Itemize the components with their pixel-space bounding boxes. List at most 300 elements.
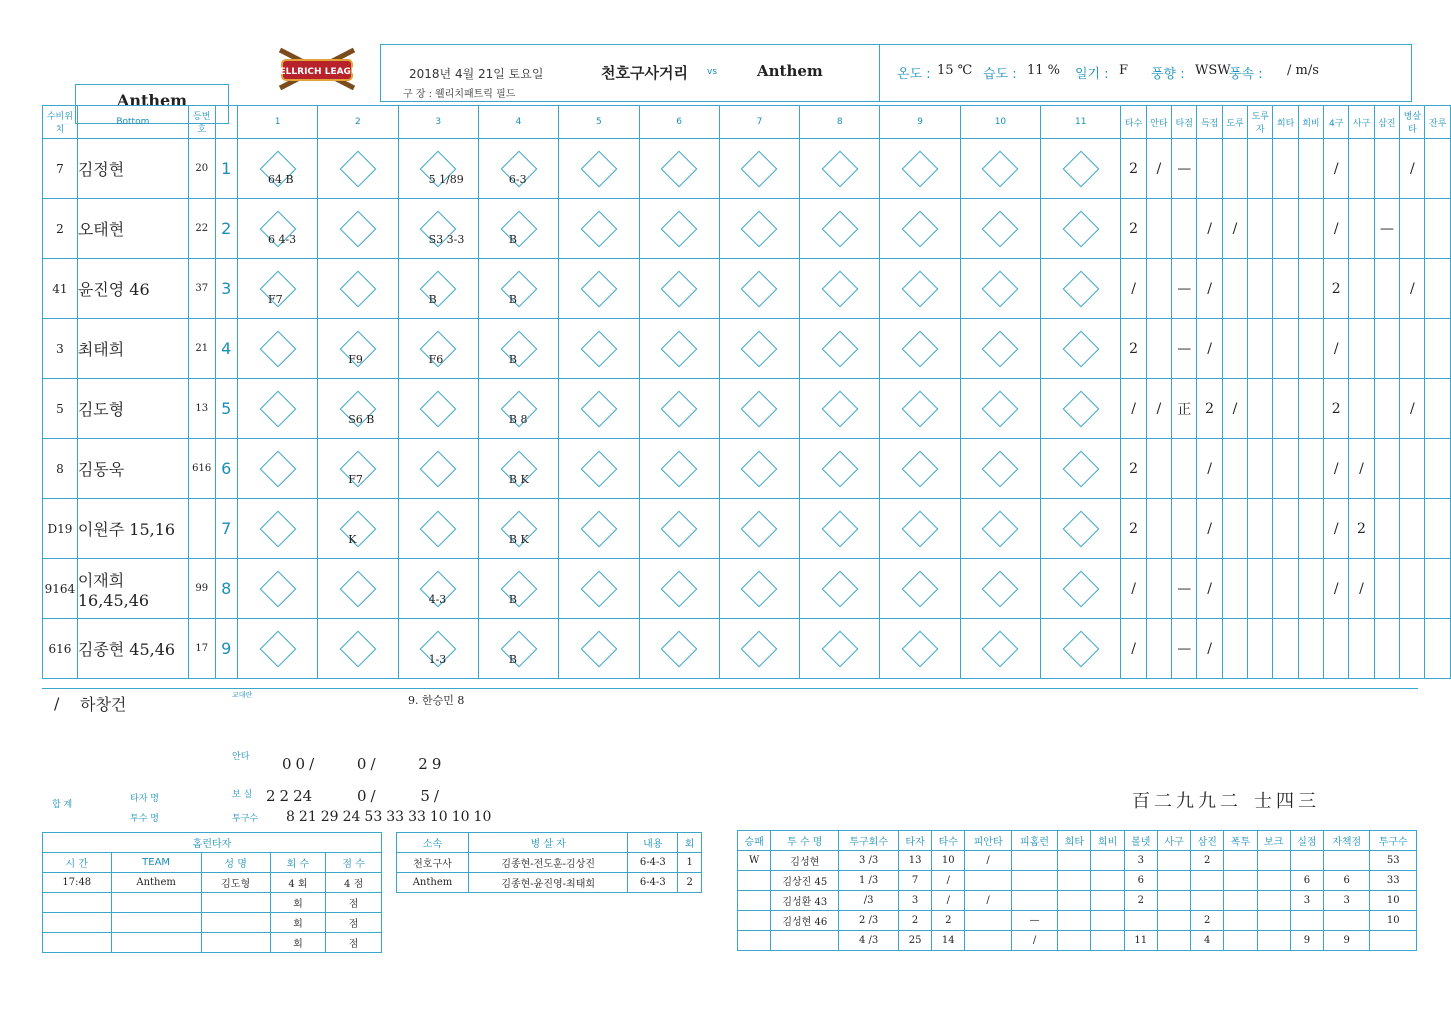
base-diamond	[902, 510, 939, 547]
at-bat-cell	[237, 559, 317, 619]
total-value: 二	[1220, 791, 1238, 812]
table-row	[43, 893, 382, 913]
table-cell	[1058, 891, 1091, 911]
table-cell: 김종현-윤진영-최태희	[468, 873, 627, 893]
stat-cell: /	[1197, 439, 1222, 499]
at-bat-cell	[880, 379, 960, 439]
table-row	[738, 851, 1417, 871]
at-bat-cell	[478, 439, 558, 499]
table-cell: 13	[898, 851, 931, 871]
batter-number: 17	[188, 619, 215, 679]
total-value: 29	[320, 809, 339, 825]
table-cell: 김종현-전도훈-김상진	[468, 853, 627, 873]
at-bat-cell	[478, 619, 558, 679]
at-bat-cell	[719, 619, 799, 679]
stat-cell: /	[1121, 379, 1146, 439]
batter-label: 타자 명	[130, 794, 159, 804]
wind-dir-label: 풍향 :	[1151, 67, 1185, 82]
batter-name: 오태현	[77, 199, 188, 259]
game-header	[380, 44, 1412, 102]
total-value: 33	[386, 809, 405, 825]
base-diamond	[741, 630, 778, 667]
stat-cell	[1222, 439, 1247, 499]
at-bat-result: K	[348, 533, 357, 546]
at-bat-cell	[478, 379, 558, 439]
stat-cell	[1273, 619, 1298, 679]
stat-cell: /	[1146, 139, 1171, 199]
base-diamond	[982, 570, 1019, 607]
at-bat-cell	[559, 319, 639, 379]
stat-cell: /	[1197, 319, 1222, 379]
at-bat-cell	[880, 319, 960, 379]
base-diamond	[500, 210, 537, 247]
table-cell	[1257, 931, 1290, 951]
inning-header-3: 3	[398, 106, 478, 139]
stat-cell	[1273, 559, 1298, 619]
batting-order: 7	[215, 499, 237, 559]
batting-order: 9	[215, 619, 237, 679]
batter-number: 22	[188, 199, 215, 259]
stat-cell	[1172, 199, 1197, 259]
table-cell: 17:48	[43, 873, 112, 893]
table-cell: 3	[898, 891, 931, 911]
table-cell: 김도형	[201, 873, 270, 893]
stat-cell: 2	[1324, 379, 1349, 439]
stat-header: 병살타	[1400, 106, 1425, 139]
at-bat-cell	[478, 499, 558, 559]
stat-header: 도루자	[1248, 106, 1273, 139]
at-bat-cell	[478, 259, 558, 319]
at-bat-cell	[880, 439, 960, 499]
base-diamond	[580, 270, 617, 307]
table-cell: 1 /3	[839, 871, 899, 891]
batting-order: 1	[215, 139, 237, 199]
at-bat-cell	[237, 619, 317, 679]
table-cell: 김성현 46	[771, 911, 839, 931]
table-cell	[1324, 851, 1370, 871]
at-bat-cell	[398, 499, 478, 559]
base-diamond	[1062, 390, 1099, 427]
table-cell	[1191, 891, 1224, 911]
table-cell	[1091, 851, 1124, 871]
at-bat-cell	[478, 559, 558, 619]
pitcher-label: 투수 명	[130, 814, 159, 824]
at-bat-result: S6 B	[348, 413, 375, 426]
table-row	[738, 891, 1417, 911]
table-cell: 10	[932, 851, 965, 871]
table-cell	[1224, 911, 1257, 931]
at-bat-cell	[318, 499, 398, 559]
stat-cell	[1400, 499, 1425, 559]
at-bat-cell	[318, 619, 398, 679]
stat-cell	[1349, 379, 1374, 439]
table-header: 투구회수	[839, 831, 899, 851]
base-diamond	[1062, 330, 1099, 367]
table-cell: 회	[270, 933, 326, 953]
table-header: 투구수	[1370, 831, 1417, 851]
table-cell: 6	[1124, 871, 1157, 891]
total-value: 2	[266, 787, 276, 805]
table-cell	[1058, 931, 1091, 951]
total-value: 百	[1132, 791, 1150, 812]
stat-cell	[1425, 139, 1451, 199]
batter-position: 41	[43, 259, 78, 319]
stat-cell: /	[1121, 619, 1146, 679]
table-cell: 9	[1290, 931, 1323, 951]
table-header: 희비	[1091, 831, 1124, 851]
stat-cell	[1146, 319, 1171, 379]
batter-position: 9164	[43, 559, 78, 619]
table-row	[397, 873, 702, 893]
batter-position: 8	[43, 439, 78, 499]
table-cell	[43, 893, 112, 913]
batter-number: 37	[188, 259, 215, 319]
stat-cell	[1400, 439, 1425, 499]
stat-cell	[1273, 379, 1298, 439]
at-bat-cell	[880, 559, 960, 619]
batter-name: 이재희 16,45,46	[77, 559, 188, 619]
stat-header: 잔루	[1425, 106, 1451, 139]
at-bat-result: B K	[508, 533, 529, 546]
base-diamond	[982, 270, 1019, 307]
at-bat-cell	[237, 319, 317, 379]
stat-cell	[1298, 499, 1323, 559]
stat-cell: /	[1400, 259, 1425, 319]
at-bat-cell	[398, 259, 478, 319]
base-diamond	[661, 150, 698, 187]
homerun-title: 홈런타자	[43, 833, 382, 853]
table-header: 자책점	[1324, 831, 1370, 851]
stat-cell: /	[1197, 619, 1222, 679]
away-team: 천호구사거리	[601, 64, 688, 82]
stat-cell: /	[1222, 199, 1247, 259]
table-cell: 2 /3	[839, 911, 899, 931]
table-cell	[1091, 891, 1124, 911]
stat-cell	[1248, 259, 1273, 319]
batter-number: 13	[188, 379, 215, 439]
at-bat-cell	[1041, 319, 1121, 379]
total-value: 士	[1254, 791, 1272, 812]
table-cell: Anthem	[111, 873, 201, 893]
total-value: 9	[431, 755, 442, 773]
total-value: 24 0	[293, 787, 367, 805]
batting-order: 8	[215, 559, 237, 619]
stat-cell	[1197, 139, 1222, 199]
base-diamond	[340, 510, 377, 547]
table-cell: /3	[839, 891, 899, 911]
table-cell: 회	[270, 913, 326, 933]
table-header: 승패	[738, 831, 771, 851]
table-cell	[965, 931, 1011, 951]
logo-text: WELLRICH LEAGUE	[269, 67, 365, 77]
stat-cell	[1273, 439, 1298, 499]
total-value: 21	[298, 809, 317, 825]
table-cell: 53	[1370, 851, 1417, 871]
stat-cell	[1425, 439, 1451, 499]
at-bat-cell	[719, 379, 799, 439]
at-bat-cell	[719, 319, 799, 379]
base-diamond	[741, 270, 778, 307]
stat-cell: 正	[1172, 379, 1197, 439]
at-bat-cell	[800, 379, 880, 439]
stat-cell	[1222, 139, 1247, 199]
at-bat-cell	[318, 139, 398, 199]
stat-cell: —	[1172, 619, 1197, 679]
stat-header: 삼진	[1374, 106, 1399, 139]
base-diamond	[821, 630, 858, 667]
table-cell: 3	[1290, 891, 1323, 911]
base-diamond	[1062, 270, 1099, 307]
table-cell	[738, 891, 771, 911]
stat-cell	[1349, 259, 1374, 319]
base-diamond	[821, 330, 858, 367]
table-cell	[1257, 911, 1290, 931]
at-bat-cell	[719, 439, 799, 499]
at-bat-result: 6-3	[508, 173, 527, 186]
base-diamond	[741, 450, 778, 487]
stat-header: 사구	[1349, 106, 1374, 139]
at-bat-result: B	[508, 593, 517, 606]
base-diamond	[982, 330, 1019, 367]
at-bat-cell	[237, 139, 317, 199]
table-cell	[1224, 891, 1257, 911]
at-bat-cell	[1041, 379, 1121, 439]
base-diamond	[259, 510, 296, 547]
at-bat-cell	[800, 199, 880, 259]
batter-name: 윤진영 46	[77, 259, 188, 319]
at-bat-cell	[237, 379, 317, 439]
stat-header: 도루	[1222, 106, 1247, 139]
stat-cell: /	[1197, 259, 1222, 319]
venue-label: 구 장 :	[403, 89, 433, 100]
stat-cell	[1425, 379, 1451, 439]
team-name: Anthem	[116, 91, 188, 110]
base-diamond	[259, 390, 296, 427]
at-bat-cell	[398, 619, 478, 679]
stat-cell	[1172, 499, 1197, 559]
base-diamond	[500, 570, 537, 607]
base-diamond	[821, 270, 858, 307]
table-header: 내용	[628, 833, 678, 853]
table-header: 성 명	[201, 853, 270, 873]
at-bat-cell	[559, 199, 639, 259]
table-cell: 3 /3	[839, 851, 899, 871]
table-cell: 2	[1124, 891, 1157, 911]
at-bat-cell	[1041, 199, 1121, 259]
stat-cell	[1324, 619, 1349, 679]
table-header: 투 수 명	[771, 831, 839, 851]
stat-cell: 2	[1197, 379, 1222, 439]
temp-value: 15 ℃	[937, 63, 973, 78]
batter-number: 20	[188, 139, 215, 199]
base-diamond	[340, 570, 377, 607]
at-bat-cell	[318, 439, 398, 499]
at-bat-result: 64 B	[267, 173, 294, 186]
at-bat-cell	[237, 439, 317, 499]
base-diamond	[902, 150, 939, 187]
at-bat-cell	[960, 319, 1040, 379]
pitches-label: 투구수	[232, 814, 259, 824]
wind-speed-label: 풍속 :	[1229, 67, 1263, 82]
table-cell: 6	[1324, 871, 1370, 891]
at-bat-cell	[960, 259, 1040, 319]
base-diamond	[902, 570, 939, 607]
stat-cell	[1248, 379, 1273, 439]
base-diamond	[420, 390, 457, 427]
stat-cell	[1273, 139, 1298, 199]
at-bat-cell	[398, 439, 478, 499]
at-bat-cell	[1041, 559, 1121, 619]
league-logo	[269, 46, 365, 92]
batter-name: 김동욱	[77, 439, 188, 499]
at-bat-cell	[639, 139, 719, 199]
table-cell: 10	[1370, 911, 1417, 931]
stat-cell: /	[1146, 379, 1171, 439]
stat-cell	[1374, 319, 1399, 379]
table-cell: /	[1011, 931, 1057, 951]
table-cell	[771, 931, 839, 951]
base-diamond	[982, 390, 1019, 427]
base-diamond	[741, 210, 778, 247]
at-bat-cell	[719, 499, 799, 559]
stat-cell: 2	[1121, 199, 1146, 259]
at-bat-cell	[960, 619, 1040, 679]
walks-totals	[266, 787, 443, 805]
table-cell	[43, 913, 112, 933]
stat-cell	[1400, 319, 1425, 379]
stat-cell	[1146, 259, 1171, 319]
stat-cell	[1425, 319, 1451, 379]
base-diamond	[340, 630, 377, 667]
base-diamond	[1062, 630, 1099, 667]
table-cell	[111, 893, 201, 913]
batter-row	[43, 199, 1451, 259]
at-bat-result: B 8	[508, 413, 528, 426]
table-cell: 14	[932, 931, 965, 951]
stat-cell	[1222, 499, 1247, 559]
stat-cell	[1248, 559, 1273, 619]
stat-totals	[1132, 787, 1320, 813]
stat-cell	[1273, 499, 1298, 559]
base-diamond	[661, 450, 698, 487]
stat-cell	[1298, 199, 1323, 259]
table-cell: 10	[1370, 891, 1417, 911]
table-cell	[965, 871, 1011, 891]
table-cell	[1058, 851, 1091, 871]
batter-row	[43, 499, 1451, 559]
stat-cell: /	[1324, 139, 1349, 199]
temp-label: 온도 :	[897, 67, 931, 82]
batting-order: 6	[215, 439, 237, 499]
table-cell	[1058, 911, 1091, 931]
hits-totals	[282, 755, 445, 773]
base-diamond	[821, 390, 858, 427]
table-cell: 6-4-3	[628, 853, 678, 873]
inning-header-4: 4	[478, 106, 558, 139]
table-header: 폭투	[1224, 831, 1257, 851]
batter-row	[43, 319, 1451, 379]
table-header: 소속	[397, 833, 469, 853]
table-header: 실점	[1290, 831, 1323, 851]
stat-cell: 2	[1121, 319, 1146, 379]
total-value: 九	[1176, 791, 1194, 812]
bottom-header: Bottom	[77, 106, 188, 139]
table-header: 타수	[932, 831, 965, 851]
table-cell: 2	[1191, 851, 1224, 871]
base-diamond	[259, 450, 296, 487]
total-value: 8	[286, 809, 295, 825]
at-bat-cell	[398, 379, 478, 439]
at-bat-result: B	[428, 293, 437, 306]
base-diamond	[1062, 210, 1099, 247]
base-diamond	[821, 570, 858, 607]
table-cell	[1370, 931, 1417, 951]
stat-cell: /	[1349, 439, 1374, 499]
stat-cell	[1298, 259, 1323, 319]
table-cell: 9	[1324, 931, 1370, 951]
stat-cell: 2	[1121, 439, 1146, 499]
base-diamond	[340, 270, 377, 307]
stat-cell: /	[1324, 199, 1349, 259]
base-diamond	[661, 630, 698, 667]
table-header: 사구	[1157, 831, 1190, 851]
table-cell	[1091, 911, 1124, 931]
stat-cell	[1425, 259, 1451, 319]
stat-cell: /	[1324, 499, 1349, 559]
at-bat-cell	[639, 319, 719, 379]
at-bat-cell	[478, 199, 558, 259]
inning-header-10: 10	[960, 106, 1040, 139]
total-value: 0	[295, 755, 306, 773]
at-bat-cell	[639, 439, 719, 499]
totals-area	[42, 688, 1418, 829]
stat-cell: —	[1172, 259, 1197, 319]
table-cell: 2	[1191, 911, 1224, 931]
humidity-label: 습도 :	[983, 67, 1017, 82]
table-cell	[1191, 871, 1224, 891]
base-diamond	[259, 330, 296, 367]
inning-header-5: 5	[559, 106, 639, 139]
at-bat-cell	[1041, 499, 1121, 559]
total-value: / 0	[309, 755, 367, 773]
table-cell: —	[1011, 911, 1057, 931]
total-value: 2	[279, 787, 290, 805]
at-bat-cell	[1041, 259, 1121, 319]
stat-cell: 2	[1349, 499, 1374, 559]
table-cell: /	[965, 891, 1011, 911]
table-cell	[201, 913, 270, 933]
base-diamond	[580, 570, 617, 607]
table-cell: 4 회	[270, 873, 326, 893]
base-diamond	[661, 390, 698, 427]
table-cell	[738, 871, 771, 891]
stat-cell	[1146, 199, 1171, 259]
base-diamond	[661, 330, 698, 367]
stat-cell: /	[1121, 559, 1146, 619]
stat-cell	[1349, 139, 1374, 199]
stat-cell	[1146, 559, 1171, 619]
game-date: 2018년 4월 21일 토요일	[409, 67, 544, 81]
table-cell: /	[965, 851, 1011, 871]
base-diamond	[902, 450, 939, 487]
base-diamond	[1062, 450, 1099, 487]
at-bat-result: B	[508, 293, 517, 306]
base-diamond	[982, 210, 1019, 247]
total-value: 33	[408, 809, 426, 825]
batter-number: 616	[188, 439, 215, 499]
table-cell: 김상진 45	[771, 871, 839, 891]
table-cell: 25	[898, 931, 931, 951]
